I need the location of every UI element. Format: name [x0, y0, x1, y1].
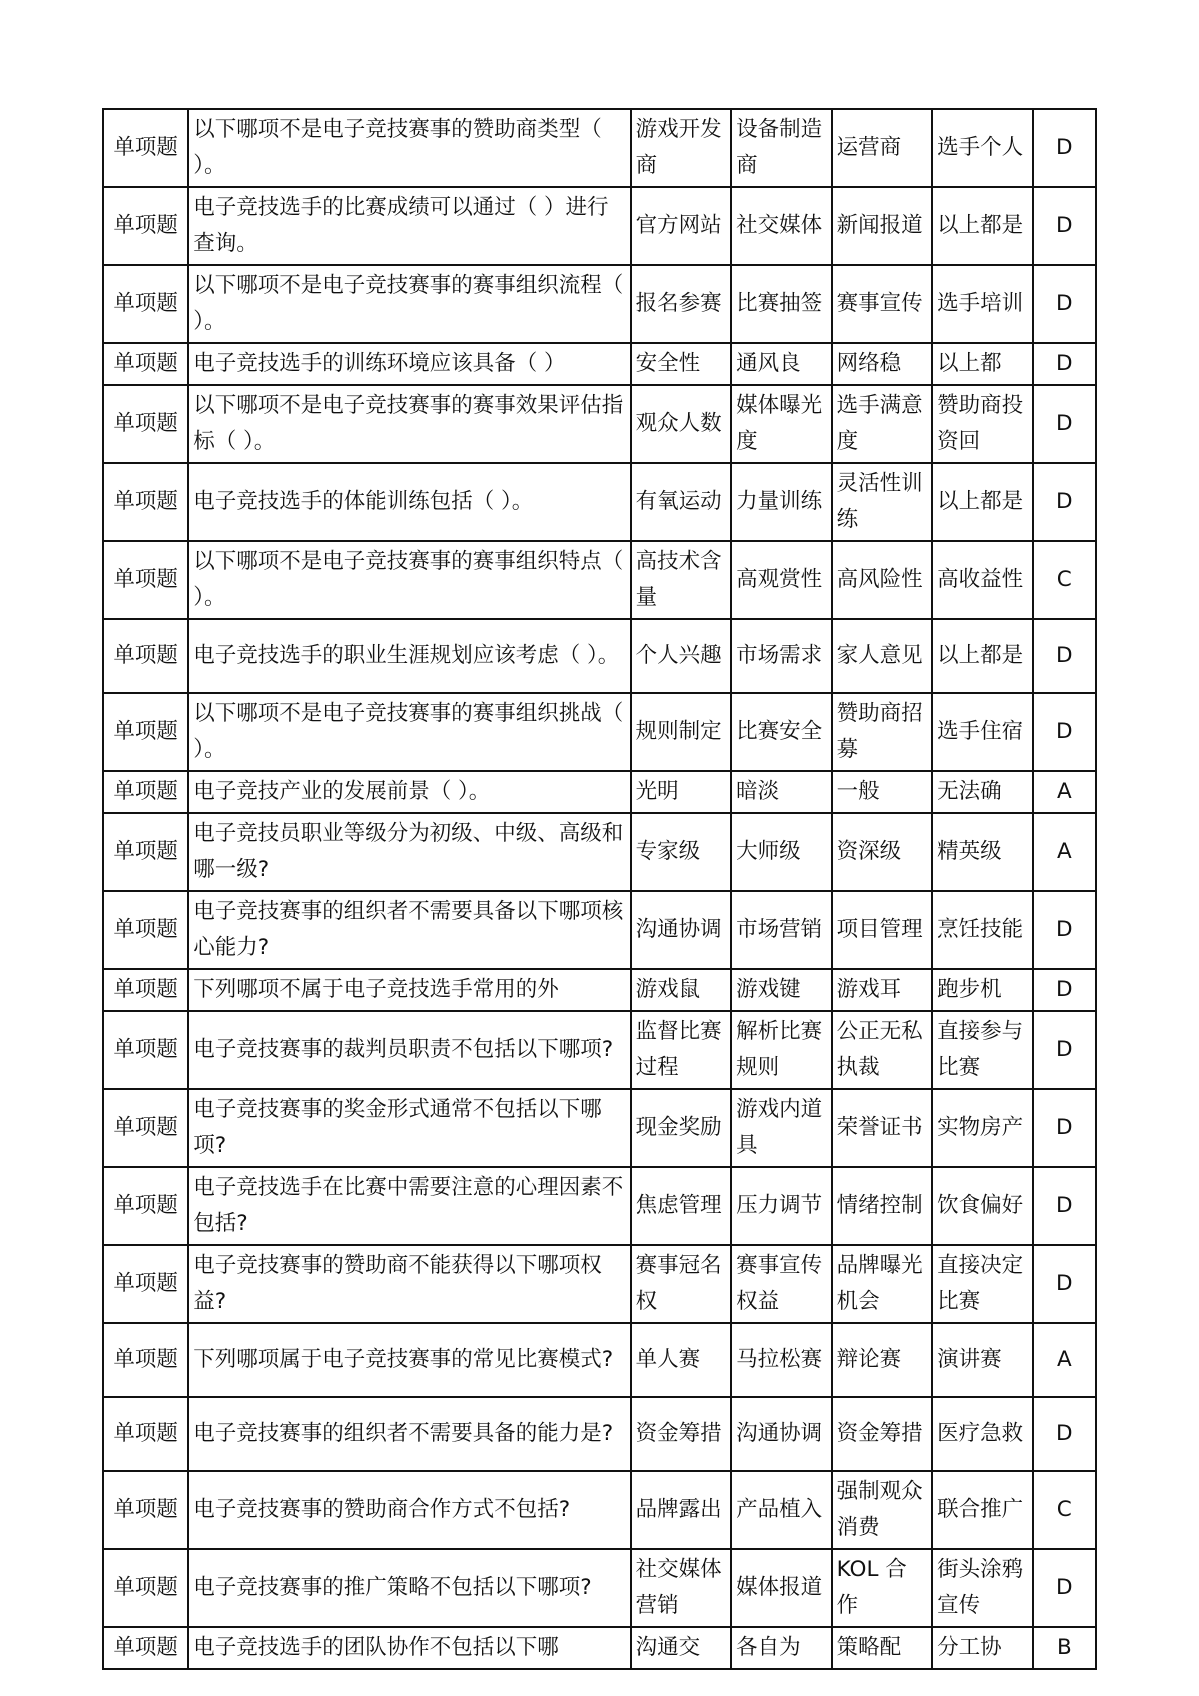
option-a-cell: 社交媒体营销 — [631, 1549, 732, 1627]
question-type-cell: 单项题 — [103, 1089, 188, 1167]
table-row — [103, 969, 1096, 1011]
question-text-cell: 电子竞技赛事的赞助商合作方式不包括? — [188, 1471, 630, 1549]
option-c-cell: 荣誉证书 — [832, 1089, 933, 1167]
option-c-cell: 游戏耳 — [832, 969, 933, 1011]
table-row — [103, 1089, 1096, 1167]
option-c-cell: 公正无私执裁 — [832, 1011, 933, 1089]
option-d-cell: 赞助商投资回 — [932, 385, 1033, 463]
question-text-cell: 电子竞技选手的团队协作不包括以下哪 — [188, 1627, 630, 1669]
option-b-cell: 沟通协调 — [731, 1397, 832, 1471]
table-row — [103, 693, 1096, 771]
option-a-cell: 光明 — [631, 771, 732, 813]
option-b-cell: 设备制造商 — [731, 109, 832, 187]
option-c-cell: 家人意见 — [832, 619, 933, 693]
table-row — [103, 463, 1096, 541]
question-type-cell: 单项题 — [103, 619, 188, 693]
option-d-cell: 无法确 — [932, 771, 1033, 813]
option-b-cell: 力量训练 — [731, 463, 832, 541]
option-c-cell: 网络稳 — [832, 343, 933, 385]
question-text-cell: 电子竞技选手的比赛成绩可以通过（ ）进行查询。 — [188, 187, 630, 265]
option-d-cell: 选手个人 — [932, 109, 1033, 187]
question-type-cell: 单项题 — [103, 1167, 188, 1245]
option-c-cell: 强制观众消费 — [832, 1471, 933, 1549]
option-b-cell: 通风良 — [731, 343, 832, 385]
option-b-cell: 马拉松赛 — [731, 1323, 832, 1397]
option-a-cell: 安全性 — [631, 343, 732, 385]
option-d-cell: 联合推广 — [932, 1471, 1033, 1549]
question-type-cell: 单项题 — [103, 693, 188, 771]
option-d-cell: 直接决定比赛 — [932, 1245, 1033, 1323]
option-b-cell: 大师级 — [731, 813, 832, 891]
option-c-cell: 策略配 — [832, 1627, 933, 1669]
question-type-cell: 单项题 — [103, 463, 188, 541]
question-type-cell: 单项题 — [103, 385, 188, 463]
question-type-cell: 单项题 — [103, 1471, 188, 1549]
option-a-cell: 沟通协调 — [631, 891, 732, 969]
table-row — [103, 109, 1096, 187]
question-type-cell: 单项题 — [103, 969, 188, 1011]
question-text-cell: 下列哪项不属于电子竞技选手常用的外 — [188, 969, 630, 1011]
question-text-cell: 以下哪项不是电子竞技赛事的赛事组织特点（ ）。 — [188, 541, 630, 619]
option-c-cell: 资金筹措 — [832, 1397, 933, 1471]
table-row — [103, 1397, 1096, 1471]
option-c-cell: 新闻报道 — [832, 187, 933, 265]
option-c-cell: 高风险性 — [832, 541, 933, 619]
option-c-cell: 品牌曝光机会 — [832, 1245, 933, 1323]
option-a-cell: 报名参赛 — [631, 265, 732, 343]
option-b-cell: 高观赏性 — [731, 541, 832, 619]
question-type-cell: 单项题 — [103, 771, 188, 813]
question-type-cell: 单项题 — [103, 343, 188, 385]
option-c-cell: 赞助商招募 — [832, 693, 933, 771]
answer-cell: D — [1033, 463, 1096, 541]
option-d-cell: 以上都是 — [932, 463, 1033, 541]
option-a-cell: 品牌露出 — [631, 1471, 732, 1549]
option-a-cell: 游戏鼠 — [631, 969, 732, 1011]
question-text-cell: 下列哪项属于电子竞技赛事的常见比赛模式? — [188, 1323, 630, 1397]
question-text-cell: 以下哪项不是电子竞技赛事的赛事组织挑战（ ）。 — [188, 693, 630, 771]
option-b-cell: 游戏键 — [731, 969, 832, 1011]
answer-cell: A — [1033, 1323, 1096, 1397]
option-b-cell: 社交媒体 — [731, 187, 832, 265]
question-text-cell: 以下哪项不是电子竞技赛事的赛事组织流程（ ）。 — [188, 265, 630, 343]
table-row — [103, 187, 1096, 265]
option-d-cell: 饮食偏好 — [932, 1167, 1033, 1245]
option-d-cell: 跑步机 — [932, 969, 1033, 1011]
option-a-cell: 官方网站 — [631, 187, 732, 265]
option-a-cell: 规则制定 — [631, 693, 732, 771]
option-c-cell: 选手满意度 — [832, 385, 933, 463]
question-type-cell: 单项题 — [103, 109, 188, 187]
option-b-cell: 解析比赛规则 — [731, 1011, 832, 1089]
question-type-cell: 单项题 — [103, 813, 188, 891]
option-c-cell: 运营商 — [832, 109, 933, 187]
question-text-cell: 电子竞技选手的训练环境应该具备（ ） — [188, 343, 630, 385]
option-d-cell: 以上都是 — [932, 619, 1033, 693]
option-a-cell: 单人赛 — [631, 1323, 732, 1397]
option-a-cell: 资金筹措 — [631, 1397, 732, 1471]
question-text-cell: 以下哪项不是电子竞技赛事的赛事效果评估指标（ ）。 — [188, 385, 630, 463]
answer-cell: A — [1033, 771, 1096, 813]
option-d-cell: 选手培训 — [932, 265, 1033, 343]
option-d-cell: 分工协 — [932, 1627, 1033, 1669]
option-a-cell: 焦虑管理 — [631, 1167, 732, 1245]
option-b-cell: 压力调节 — [731, 1167, 832, 1245]
question-type-cell: 单项题 — [103, 1323, 188, 1397]
answer-cell: D — [1033, 891, 1096, 969]
option-d-cell: 以上都是 — [932, 187, 1033, 265]
table-row — [103, 385, 1096, 463]
option-b-cell: 媒体报道 — [731, 1549, 832, 1627]
question-text-cell: 电子竞技赛事的组织者不需要具备以下哪项核心能力? — [188, 891, 630, 969]
question-type-cell: 单项题 — [103, 1627, 188, 1669]
table-row — [103, 1323, 1096, 1397]
option-c-cell: 资深级 — [832, 813, 933, 891]
option-c-cell: KOL 合作 — [832, 1549, 933, 1627]
question-text-cell: 电子竞技选手在比赛中需要注意的心理因素不包括? — [188, 1167, 630, 1245]
option-d-cell: 高收益性 — [932, 541, 1033, 619]
table-row — [103, 1011, 1096, 1089]
table-row — [103, 813, 1096, 891]
question-table — [102, 108, 1097, 1670]
table-row — [103, 771, 1096, 813]
option-a-cell: 个人兴趣 — [631, 619, 732, 693]
option-b-cell: 各自为 — [731, 1627, 832, 1669]
question-type-cell: 单项题 — [103, 1245, 188, 1323]
table-row — [103, 265, 1096, 343]
option-d-cell: 街头涂鸦宣传 — [932, 1549, 1033, 1627]
answer-cell: D — [1033, 619, 1096, 693]
option-d-cell: 实物房产 — [932, 1089, 1033, 1167]
option-a-cell: 有氧运动 — [631, 463, 732, 541]
question-text-cell: 电子竞技选手的体能训练包括（ ）。 — [188, 463, 630, 541]
answer-cell: D — [1033, 265, 1096, 343]
answer-cell: D — [1033, 385, 1096, 463]
question-text-cell: 电子竞技赛事的组织者不需要具备的能力是? — [188, 1397, 630, 1471]
table-row — [103, 1167, 1096, 1245]
option-a-cell: 赛事冠名权 — [631, 1245, 732, 1323]
option-c-cell: 灵活性训练 — [832, 463, 933, 541]
question-text-cell: 电子竞技赛事的推广策略不包括以下哪项? — [188, 1549, 630, 1627]
answer-cell: B — [1033, 1627, 1096, 1669]
question-table-body — [103, 109, 1096, 1669]
question-type-cell: 单项题 — [103, 891, 188, 969]
option-c-cell: 情绪控制 — [832, 1167, 933, 1245]
option-b-cell: 比赛安全 — [731, 693, 832, 771]
option-d-cell: 精英级 — [932, 813, 1033, 891]
option-c-cell: 赛事宣传 — [832, 265, 933, 343]
option-a-cell: 监督比赛过程 — [631, 1011, 732, 1089]
question-text-cell: 以下哪项不是电子竞技赛事的赞助商类型（ ）。 — [188, 109, 630, 187]
answer-cell: D — [1033, 969, 1096, 1011]
answer-cell: D — [1033, 1011, 1096, 1089]
option-d-cell: 演讲赛 — [932, 1323, 1033, 1397]
answer-cell: D — [1033, 1549, 1096, 1627]
question-text-cell: 电子竞技赛事的裁判员职责不包括以下哪项? — [188, 1011, 630, 1089]
answer-cell: D — [1033, 343, 1096, 385]
option-b-cell: 市场营销 — [731, 891, 832, 969]
question-text-cell: 电子竞技选手的职业生涯规划应该考虑（ ）。 — [188, 619, 630, 693]
option-b-cell: 游戏内道具 — [731, 1089, 832, 1167]
option-d-cell: 医疗急救 — [932, 1397, 1033, 1471]
question-type-cell: 单项题 — [103, 187, 188, 265]
table-row — [103, 1245, 1096, 1323]
table-row — [103, 541, 1096, 619]
table-row — [103, 1549, 1096, 1627]
option-b-cell: 市场需求 — [731, 619, 832, 693]
option-c-cell: 辩论赛 — [832, 1323, 933, 1397]
option-a-cell: 游戏开发商 — [631, 109, 732, 187]
answer-cell: D — [1033, 1397, 1096, 1471]
option-c-cell: 项目管理 — [832, 891, 933, 969]
option-b-cell: 产品植入 — [731, 1471, 832, 1549]
table-row — [103, 619, 1096, 693]
table-row — [103, 891, 1096, 969]
question-text-cell: 电子竞技产业的发展前景（ ）。 — [188, 771, 630, 813]
option-b-cell: 暗淡 — [731, 771, 832, 813]
answer-cell: D — [1033, 1089, 1096, 1167]
table-row — [103, 343, 1096, 385]
question-type-cell: 单项题 — [103, 1549, 188, 1627]
question-type-cell: 单项题 — [103, 1397, 188, 1471]
question-type-cell: 单项题 — [103, 265, 188, 343]
option-a-cell: 现金奖励 — [631, 1089, 732, 1167]
option-d-cell: 烹饪技能 — [932, 891, 1033, 969]
answer-cell: D — [1033, 693, 1096, 771]
option-a-cell: 沟通交 — [631, 1627, 732, 1669]
option-a-cell: 高技术含量 — [631, 541, 732, 619]
table-row — [103, 1471, 1096, 1549]
question-text-cell: 电子竞技赛事的奖金形式通常不包括以下哪项? — [188, 1089, 630, 1167]
option-c-cell: 一般 — [832, 771, 933, 813]
answer-cell: C — [1033, 1471, 1096, 1549]
answer-cell: C — [1033, 541, 1096, 619]
answer-cell: A — [1033, 813, 1096, 891]
table-row — [103, 1627, 1096, 1669]
option-d-cell: 以上都 — [932, 343, 1033, 385]
option-b-cell: 媒体曝光度 — [731, 385, 832, 463]
question-type-cell: 单项题 — [103, 541, 188, 619]
option-b-cell: 赛事宣传权益 — [731, 1245, 832, 1323]
question-type-cell: 单项题 — [103, 1011, 188, 1089]
option-a-cell: 专家级 — [631, 813, 732, 891]
option-d-cell: 直接参与比赛 — [932, 1011, 1033, 1089]
answer-cell: D — [1033, 1245, 1096, 1323]
option-a-cell: 观众人数 — [631, 385, 732, 463]
answer-cell: D — [1033, 187, 1096, 265]
answer-cell: D — [1033, 109, 1096, 187]
option-b-cell: 比赛抽签 — [731, 265, 832, 343]
question-text-cell: 电子竞技员职业等级分为初级、中级、高级和哪一级? — [188, 813, 630, 891]
answer-cell: D — [1033, 1167, 1096, 1245]
question-text-cell: 电子竞技赛事的赞助商不能获得以下哪项权益? — [188, 1245, 630, 1323]
option-d-cell: 选手住宿 — [932, 693, 1033, 771]
